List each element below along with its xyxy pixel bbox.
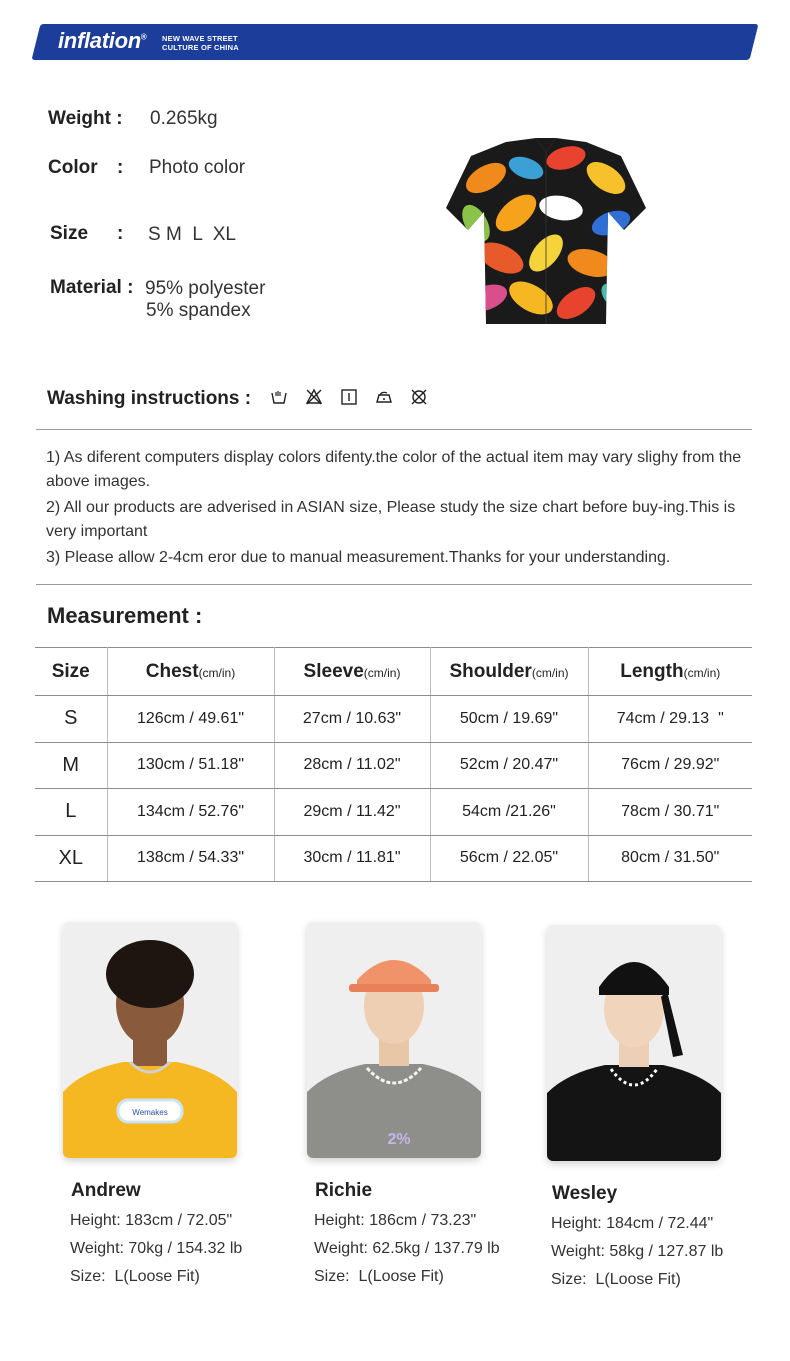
model-height-richie: Height: 186cm / 73.23" (314, 1212, 477, 1229)
model-name-andrew: Andrew (71, 1180, 141, 1201)
table-row (35, 742, 752, 789)
cell-shoulder: 50cm / 19.69" (430, 696, 588, 743)
table-row (35, 789, 752, 836)
low-iron-icon (375, 388, 393, 406)
size-chart-table (35, 647, 752, 882)
model-name-richie: Richie (315, 1180, 373, 1201)
cell-shoulder: 54cm /21.26" (430, 789, 588, 836)
header-size: Size (35, 648, 107, 696)
cell-length: 76cm / 29.92" (588, 742, 752, 789)
cell-length: 74cm / 29.13 " (588, 696, 752, 743)
measurement-title: Measurement : (47, 603, 203, 628)
note-1: 1) As diferent computers display colors difenty.the color of the actual item may vary slighy from the above images. (46, 449, 742, 490)
note-3: 3) Please allow 2-4cm eror due to manual measurement.Thanks for your understanding. (46, 549, 671, 566)
cell-chest: 126cm / 49.61" (107, 696, 274, 743)
weight-value: 0.265kg (150, 108, 218, 129)
cell-size: S (35, 696, 107, 743)
divider-top (36, 429, 752, 430)
svg-text:Wemakes: Wemakes (132, 1108, 168, 1117)
cell-chest: 138cm / 54.33" (107, 835, 274, 882)
cell-sleeve: 28cm / 11.02" (274, 742, 430, 789)
brand-tagline: NEW WAVE STREET CULTURE OF CHINA (162, 34, 239, 52)
product-shirt-image (446, 138, 646, 328)
cell-chest: 130cm / 51.18" (107, 742, 274, 789)
notes-section (46, 446, 746, 572)
cell-sleeve: 29cm / 11.42" (274, 789, 430, 836)
brand-logo: inflation® (58, 28, 147, 53)
material-value-2: 5% spandex (146, 300, 251, 321)
cell-length: 78cm / 30.71" (588, 789, 752, 836)
size-value: S M L XL (148, 224, 236, 245)
model-height-wesley: Height: 184cm / 72.44" (551, 1215, 714, 1232)
size-colon: : (117, 223, 124, 244)
model-weight-andrew: Weight: 70kg / 154.32 lb (70, 1240, 243, 1257)
cell-size: M (35, 742, 107, 789)
material-value-1: 95% polyester (145, 278, 266, 299)
model-weight-richie: Weight: 62.5kg / 137.79 lb (314, 1240, 500, 1257)
table-row (35, 696, 752, 743)
color-colon: : (117, 157, 124, 178)
cell-size: L (35, 789, 107, 836)
header-banner (36, 24, 754, 60)
model-photo-andrew (63, 922, 237, 1158)
color-value: Photo color (149, 157, 246, 178)
washing-instructions-label: Washing instructions : (47, 388, 252, 409)
model-size-andrew: Size: L(Loose Fit) (70, 1268, 200, 1285)
size-label: Size (50, 223, 89, 244)
no-bleach-icon (305, 388, 323, 406)
model-weight-wesley: Weight: 58kg / 127.87 lb (551, 1243, 724, 1260)
svg-text:2%: 2% (387, 1131, 411, 1148)
cell-size: XL (35, 835, 107, 882)
header-chest: Chest(cm/in) (107, 648, 274, 696)
divider-bottom (36, 584, 752, 585)
cell-sleeve: 27cm / 10.63" (274, 696, 430, 743)
model-size-wesley: Size: L(Loose Fit) (551, 1271, 681, 1288)
cell-shoulder: 52cm / 20.47" (430, 742, 588, 789)
weight-label: Weight : (48, 108, 123, 129)
note-2: 2) All our products are adverised in ASIAN size, Please study the size chart before buy-ing.This is very important (46, 499, 736, 540)
table-header-row (35, 648, 752, 696)
cell-shoulder: 56cm / 22.05" (430, 835, 588, 882)
cell-sleeve: 30cm / 11.81" (274, 835, 430, 882)
model-photo-richie (307, 922, 481, 1158)
color-label: Color (48, 157, 98, 178)
no-dry-clean-icon (410, 388, 428, 406)
material-label: Material : (50, 277, 134, 298)
cell-length: 80cm / 31.50" (588, 835, 752, 882)
header-length: Length(cm/in) (588, 648, 752, 696)
cell-chest: 134cm / 52.76" (107, 789, 274, 836)
hand-wash-icon (270, 388, 288, 406)
model-height-andrew: Height: 183cm / 72.05" (70, 1212, 233, 1229)
table-row (35, 835, 752, 882)
header-shoulder: Shoulder(cm/in) (430, 648, 588, 696)
model-photo-wesley (547, 925, 721, 1161)
header-sleeve: Sleeve(cm/in) (274, 648, 430, 696)
line-dry-icon (340, 388, 358, 406)
model-size-richie: Size: L(Loose Fit) (314, 1268, 444, 1285)
washing-icons (270, 388, 428, 406)
model-name-wesley: Wesley (552, 1183, 618, 1204)
